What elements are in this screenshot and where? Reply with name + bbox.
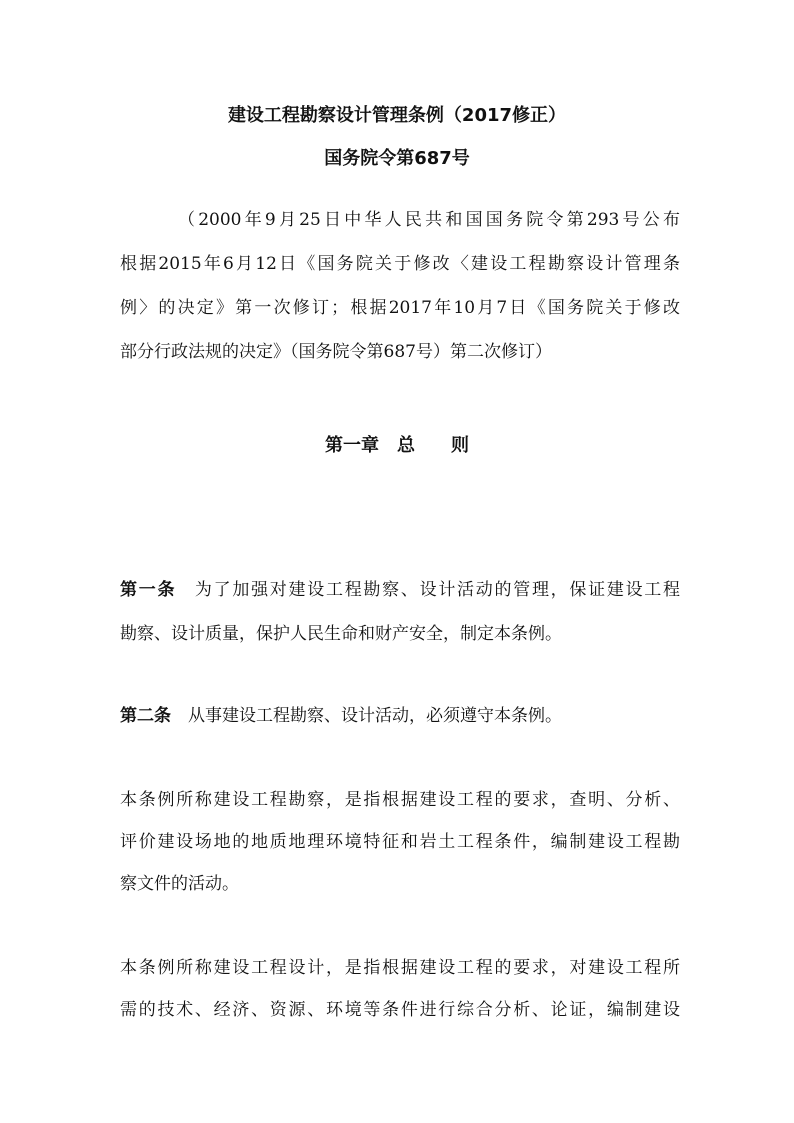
history-line: 例〉的决定》第一次修订；根据2017年10月7日《国务院关于修改 bbox=[120, 298, 680, 318]
article-label: 第一条 bbox=[120, 580, 177, 600]
paragraph-line: 本条例所称建设工程设计，是指根据建设工程的要求，对建设工程所 bbox=[120, 958, 680, 978]
article-label: 第二条 bbox=[120, 706, 171, 726]
article-text: 为了加强对建设工程勘察、设计活动的管理，保证建设工程 bbox=[176, 580, 681, 600]
history-line: 部分行政法规的决定》（国务院令第687号）第二次修订） bbox=[120, 342, 552, 362]
paragraph-line: 察文件的活动。 bbox=[120, 874, 239, 894]
article-line: 勘察、设计质量，保护人民生命和财产安全，制定本条例。 bbox=[120, 624, 562, 644]
paragraph-line: 需的技术、经济、资源、环境等条件进行综合分析、论证，编制建设 bbox=[120, 1000, 680, 1020]
chapter-heading: 第一章 总 则 bbox=[325, 435, 469, 456]
history-line: 根据2015年6月12日《国务院关于修改〈建设工程勘察设计管理条 bbox=[120, 254, 680, 274]
paragraph-line: 本条例所称建设工程勘察，是指根据建设工程的要求，查明、分析、 bbox=[120, 790, 680, 810]
article-line bbox=[120, 704, 680, 728]
document-subtitle: 国务院令第687号 bbox=[324, 148, 470, 169]
document-title: 建设工程勘察设计管理条例（2017修正） bbox=[227, 105, 567, 126]
article-text: 从事建设工程勘察、设计活动，必须遵守本条例。 bbox=[171, 706, 562, 726]
paragraph-line: 评价建设场地的地质地理环境特征和岩土工程条件，编制建设工程勘 bbox=[120, 832, 680, 852]
history-line: （2000年9月25日中华人民共和国国务院令第293号公布 bbox=[178, 210, 680, 230]
article-line bbox=[120, 578, 680, 602]
